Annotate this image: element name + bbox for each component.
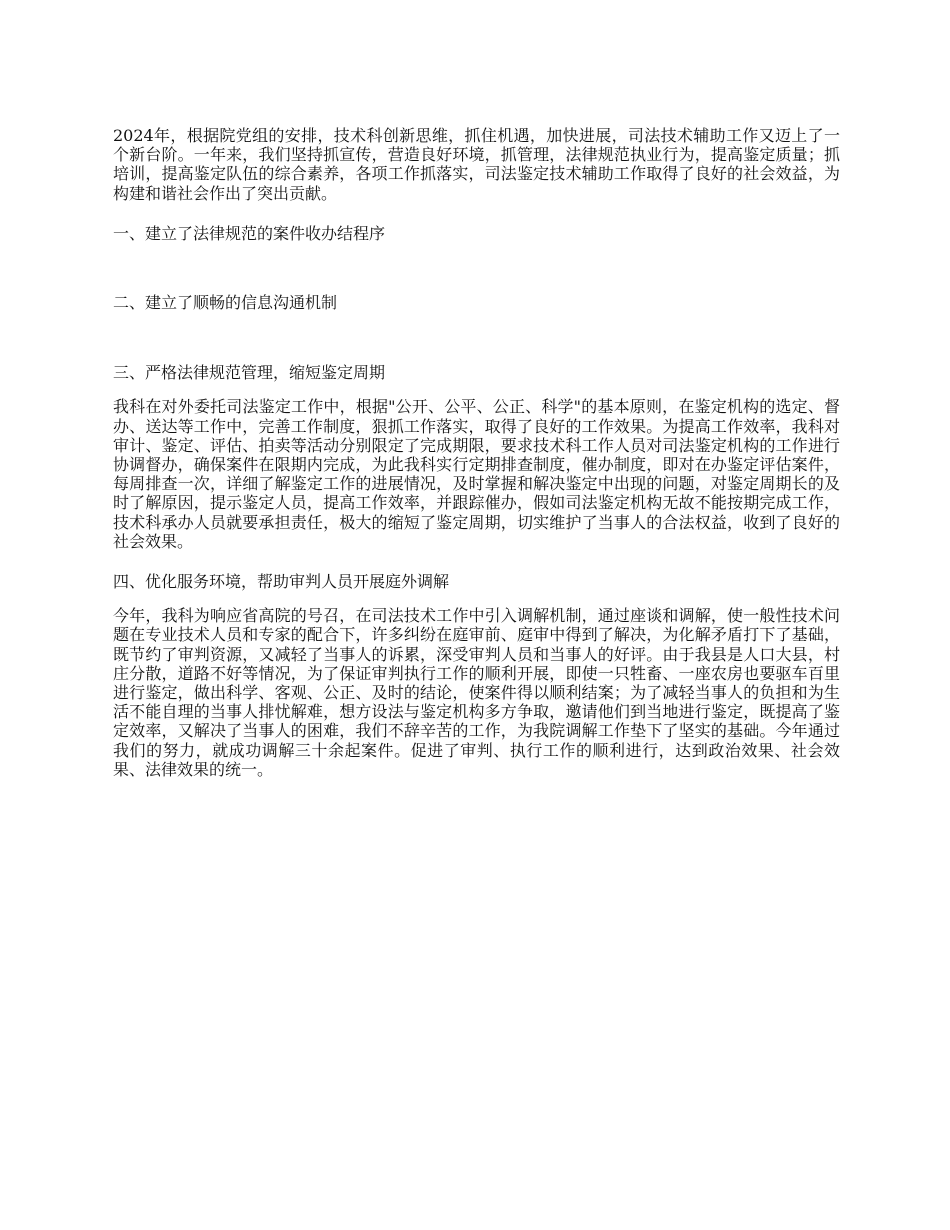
section-3-body: 我科在对外委托司法鉴定工作中，根据"公开、公平、公正、科学"的基本原则，在鉴定机构的选定、督办、送达等工作中，完善工作制度，狠抓工作落实，取得了良好的工作效果。为提高工作效率，我科对审计、鉴定、评估、拍卖等活动分别限定了完成期限，要求技术科工作人员对司法鉴定机构的工作进行协调督办，确保案件在限期内完成，为此我科实行定期排查制度，催办制度，即对在办鉴定评估案件，每周排查一次，详细了解鉴定工作的进展情况，及时掌握和解决鉴定中出现的问题，对鉴定周期长的及时了解原因，提示鉴定人员，提高工作效率，并跟踪催办，假如司法鉴定机构无故不能按期完成工作，技术科承办人员就要承担责任，极大的缩短了鉴定周期，切实维护了当事人的合法权益，收到了良好的社会效果。 [113, 397, 840, 551]
document-body [113, 126, 840, 779]
section-3-heading: 三、严格法律规范管理，缩短鉴定周期 [113, 363, 386, 383]
section-4-heading: 四、优化服务环境，帮助审判人员开展庭外调解 [113, 572, 450, 592]
section-4-body: 今年，我科为响应省高院的号召，在司法技术工作中引入调解机制，通过座谈和调解，使一般性技术问题在专业技术人员和专家的配合下，许多纠纷在庭审前、庭审中得到了解决，为化解矛盾打下了基础，既节约了审判资源，又减轻了当事人的诉累，深受审判人员和当事人的好评。由于我县是人口大县，村庄分散，道路不好等情况，为了保证审判执行工作的顺利开展，即使一只牲畜、一座农房也要驱车百里进行鉴定，做出科学、客观、公正、及时的结论，使案件得以顺利结案；为了减轻当事人的负担和为生活不能自理的当事人排忧解难，想方设法与鉴定机构多方争取，邀请他们到当地进行鉴定，既提高了鉴定效率，又解决了当事人的困难，我们不辞辛苦的工作，为我院调解工作垫下了坚实的基础。今年通过我们的努力，就成功调解三十余起案件。促进了审判、执行工作的顺利进行，达到政治效果、社会效果、法律效果的统一。 [113, 606, 840, 779]
intro-paragraph: 2024年，根据院党组的安排，技术科创新思维，抓住机遇，加快进展，司法技术辅助工作又迈上了一个新台阶。一年来，我们坚持抓宣传，营造良好环境，抓管理，法律规范执业行为，提高鉴定质量；抓培训，提高鉴定队伍的综合素养，各项工作抓落实，司法鉴定技术辅助工作取得了良好的社会效益，为构建和谐社会作出了突出贡献。 [113, 126, 840, 203]
section-1-heading: 一、建立了法律规范的案件收办结程序 [113, 223, 386, 243]
section-2-heading: 二、建立了顺畅的信息沟通机制 [113, 293, 338, 313]
